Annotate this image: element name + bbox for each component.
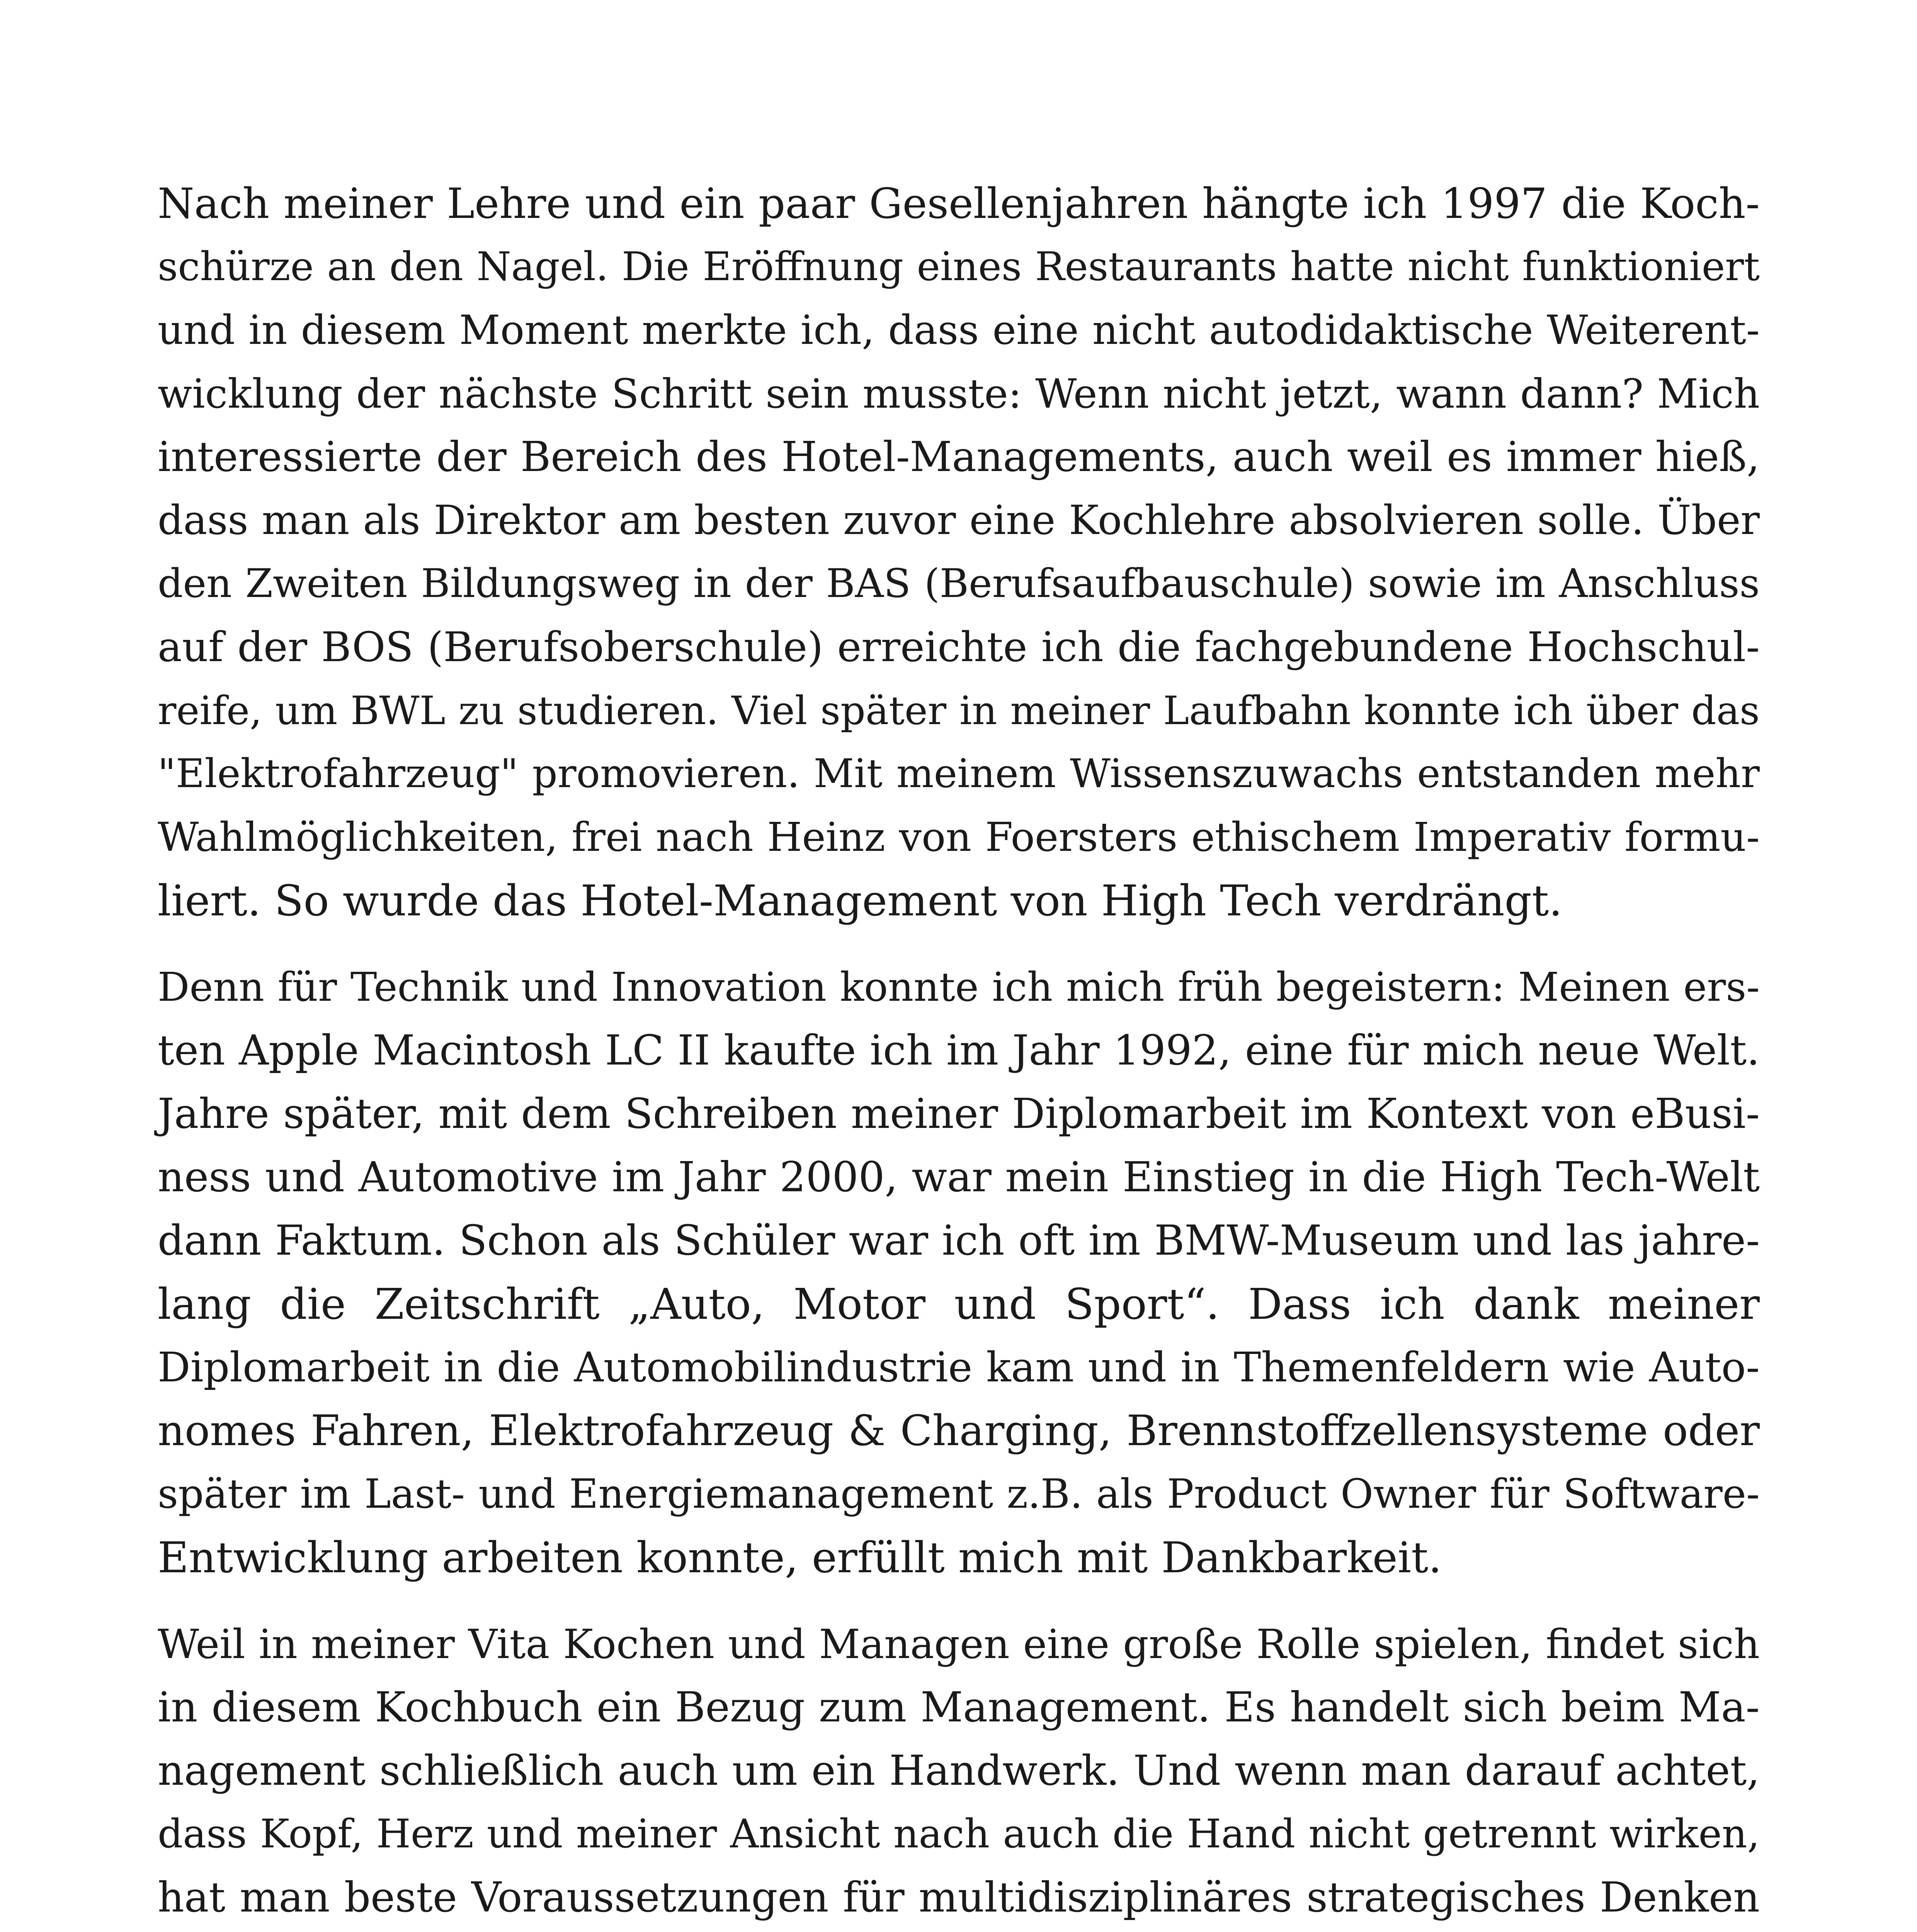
text-line: ness und Automotive im Jahr 2000, war mein Einstieg in die High Tech-Welt: [158, 1153, 1760, 1201]
text-line: später im Last- und Energiemanagement z.B. als Product Owner für Software-: [158, 1471, 1760, 1517]
text-line: ten Apple Macintosh LC II kaufte ich im Jahr 1992, eine für mich neue Welt.: [158, 1027, 1760, 1075]
text-line: den Zweiten Bildungsweg in der BAS (Berufsaufbauschule) sowie im Anschluss: [158, 561, 1760, 607]
text-line: nomes Fahren, Elektrofahrzeug & Charging, Brennstoffzellensysteme oder: [158, 1406, 1760, 1455]
text-line: interessierte der Bereich des Hotel-Managements, auch weil es immer hieß,: [158, 433, 1760, 481]
body-text: [158, 172, 1760, 1932]
text-line: dass man als Direktor am besten zuvor eine Kochlehre absolvieren solle. Über: [158, 497, 1760, 544]
text-line: Weil in meiner Vita Kochen und Managen eine große Rolle spielen, findet sich: [158, 1621, 1760, 1668]
text-line: [158, 1929, 1760, 1932]
text-line: und in diesem Moment merkte ich, dass eine nicht autodidaktische Weiterent-: [158, 307, 1760, 354]
text-line: auf der BOS (Berufsoberschule) erreichte ich die fachgebundene Hochschul-: [158, 623, 1760, 671]
text-line: dass Kopf, Herz und meiner Ansicht nach auch die Hand nicht getrennt wirken,: [158, 1811, 1760, 1857]
text-line: lang die Zeitschrift „Auto, Motor und Sport“. Dass ich dank meiner: [158, 1279, 1760, 1329]
text-line: wicklung der nächste Schritt sein musste: Wenn nicht jetzt, wann dann? Mich: [158, 370, 1760, 417]
text-line: Diplomarbeit in die Automobilindustrie kam und in Themenfeldern wie Auto-: [158, 1344, 1760, 1391]
text-line: Entwicklung arbeiten konnte, erfüllt mich mit Dankbarkeit.: [158, 1533, 1442, 1582]
text-line: schürze an den Nagel. Die Eröffnung eines Restaurants hatte nicht funktioniert: [158, 244, 1760, 290]
text-line: hat man beste Voraussetzungen für multidisziplinäres strategisches Denken: [158, 1874, 1760, 1922]
text-line: "Elektrofahrzeug" promovieren. Mit meinem Wissenszuwachs entstanden mehr: [158, 751, 1760, 797]
text-line: in diesem Kochbuch ein Bezug zum Management. Es handelt sich beim Ma-: [158, 1683, 1760, 1731]
paragraph-3: [158, 1612, 1760, 1932]
paragraph-1: [158, 172, 1760, 932]
text-line: Nach meiner Lehre und ein paar Gesellenjahren hängte ich 1997 die Koch-: [158, 179, 1760, 228]
text-line: Wahlmöglichkeiten, frei nach Heinz von Foersters ethischem Imperativ formu-: [158, 814, 1760, 861]
paragraph-2: [158, 956, 1760, 1589]
text-line: Jahre später, mit dem Schreiben meiner Diplomarbeit im Kontext von eBusi-: [158, 1090, 1760, 1138]
text-line: reife, um BWL zu studieren. Viel später in meiner Laufbahn konnte ich über das: [158, 688, 1760, 733]
text-line: nagement schließlich auch um ein Handwerk. Und wenn man darauf achtet,: [158, 1747, 1760, 1795]
text-line: Denn für Technik und Innovation konnte ich mich früh begeistern: Meinen ers-: [158, 964, 1760, 1010]
text-line: dann Faktum. Schon als Schüler war ich oft im BMW-Museum und las jahre-: [158, 1217, 1760, 1265]
text-line: liert. So wurde das Hotel-Management von High Tech verdrängt.: [158, 876, 1563, 925]
